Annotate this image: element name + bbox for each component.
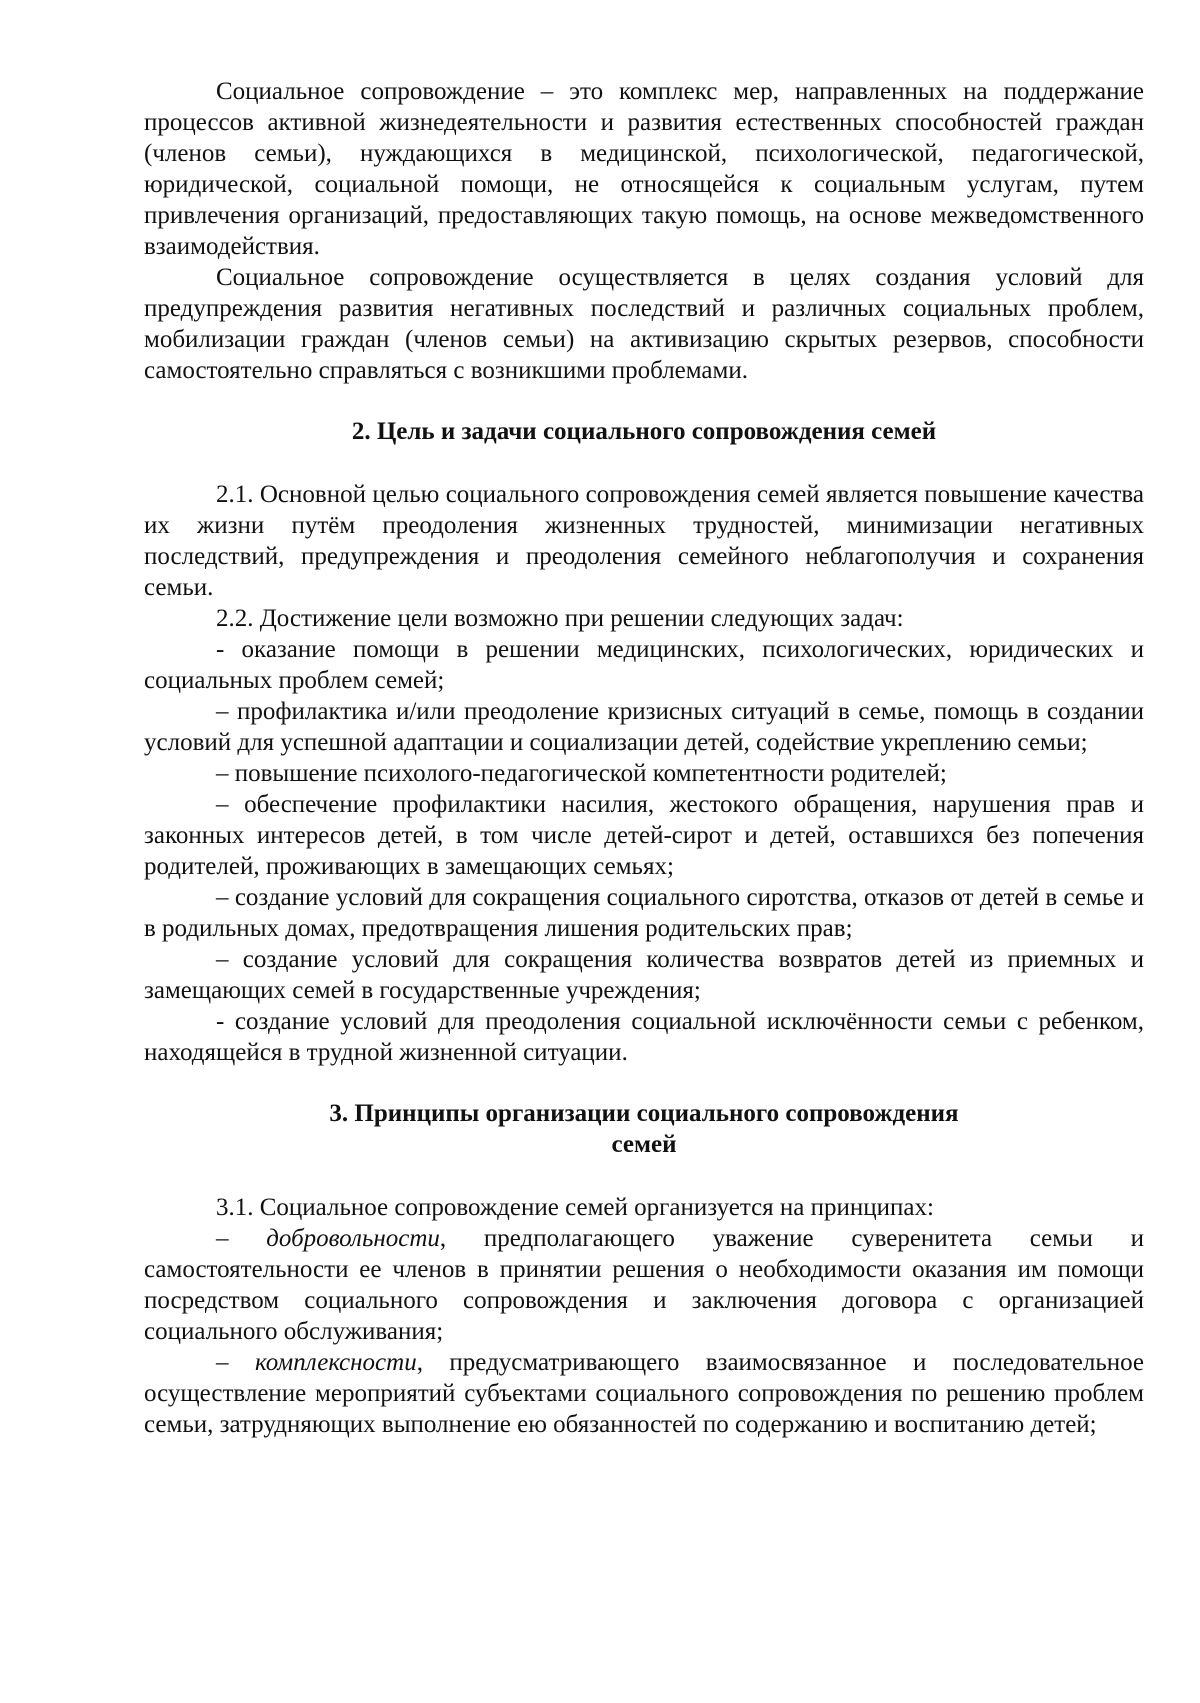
section-3-heading-line-2: семей [611,1131,677,1158]
principle-2-dash: – [216,1349,255,1376]
principle-1-dash: – [216,1225,267,1252]
task-item-5: – создание условий для сокращения социального сиротства, отказов от детей в семье и в родильных домах, предотвращения лишения родительских прав; [144,884,1144,942]
task-item-7: - создание условий для преодоления социальной исключённости семьи с ребенком, находящейся в трудной жизненной ситуации. [144,1008,1144,1066]
task-item-3: – повышение психолого-педагогической компетентности родителей; [216,760,947,787]
intro-paragraph-1: Социальное сопровождение – это комплекс мер, направленных на поддержание процессов активной жизнедеятельности и развития естественных способностей граждан (членов семьи), нуждающихся в медицинской, психологической, педагогической, юридической, социальной помощи, не относящейся к социальным услугам, путем привлечения организаций, предоставляющих такую помощь, на основе межведомственного взаимодействия. [144,78,1144,260]
paragraph-2-1: 2.1. Основной целью социального сопровождения семей является повышение качества их жизни путём преодоления жизненных трудностей, минимизации негативных последствий, предупреждения и преодоления семейного неблагополучия и сохранения семьи. [144,481,1144,601]
intro-paragraph-2: Социальное сопровождение осуществляется в целях создания условий для предупреждения развития негативных последствий и различных социальных проблем, мобилизации граждан (членов семьи) на активизацию скрытых резервов, способности самостоятельно справляться с возникшими проблемами. [144,264,1144,384]
principle-item-1 [144,1223,1144,1347]
task-item-6: – создание условий для сокращения количества возвратов детей из приемных и замещающих семей в государственные учреждения; [144,946,1144,1004]
paragraph-3-1: 3.1. Социальное сопровождение семей организуется на принципах: [216,1194,934,1221]
principle-1-text: , предполагающего уважение суверенитета семьи и самостоятельности ее членов в принятии решения о необходимости оказания им помощи посредством социального сопровождения и заключения договора с организацией социального обслуживания; [144,1225,1145,1345]
paragraph-2-2: 2.2. Достижение цели возможно при решении следующих задач: [216,605,904,632]
document-body [144,76,1144,1440]
section-3-heading-line-1: 3. Принципы организации социального сопровождения [329,1100,959,1127]
principle-1-term: добровольности [266,1225,440,1252]
section-2-heading: 2. Цель и задачи социального сопровождения семей [351,418,937,445]
task-item-4: – обеспечение профилактики насилия, жестокого обращения, нарушения прав и законных интересов детей, в том числе детей-сирот и детей, оставшихся без попечения родителей, проживающих в замещающих семьях; [144,791,1144,880]
principle-2-term: комплексности [254,1349,417,1376]
principle-item-2 [144,1347,1144,1440]
task-item-2: – профилактика и/или преодоление кризисных ситуаций в семье, помощь в создании условий для успешной адаптации и социализации детей, содействие укреплению семьи; [144,698,1144,756]
principle-2-text: , предусматривающего взаимосвязанное и последовательное осуществление мероприятий субъектами социального сопровождения по решению проблем семьи, затрудняющих выполнение ею обязанностей по содержанию и воспитанию детей; [144,1349,1145,1438]
section-3-heading [144,1098,1144,1160]
task-item-1: - оказание помощи в решении медицинских, психологических, юридических и социальных проблем семей; [144,636,1144,694]
